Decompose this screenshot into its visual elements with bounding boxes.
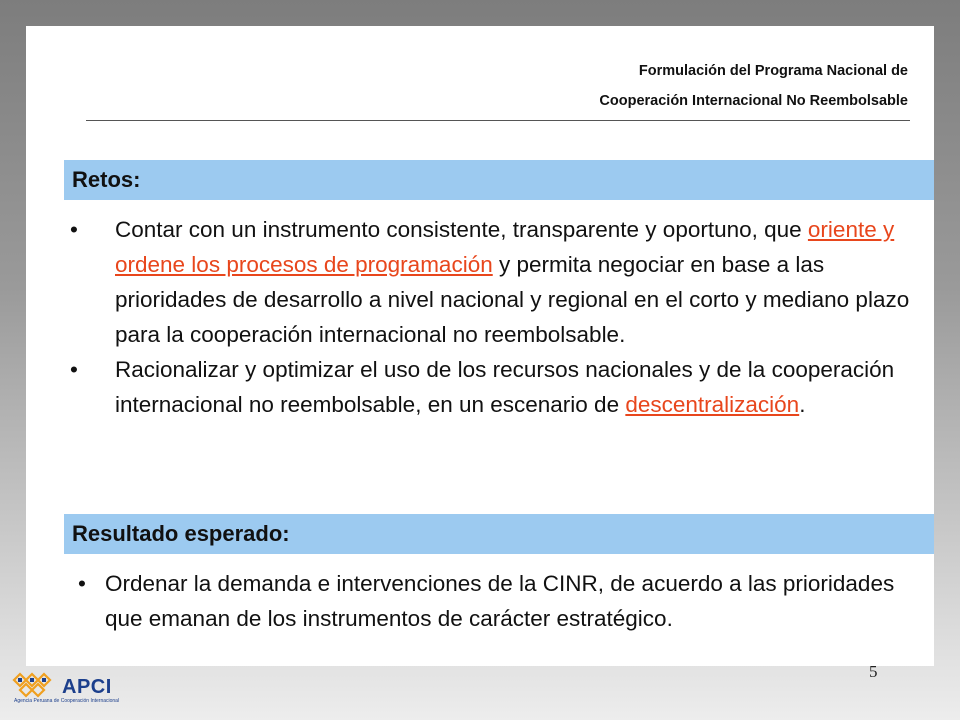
header-line-1: Formulación del Programa Nacional de <box>638 63 908 79</box>
header-divider <box>86 120 910 121</box>
resultado-list <box>78 566 928 636</box>
slide <box>26 26 934 666</box>
retos-item-1-text: Contar con un instrumento consistente, transparente y oportuno, que <box>115 217 808 242</box>
retos-item-2-link[interactable]: descentralización <box>625 392 800 417</box>
apci-logo-subtitle: Agencia Peruana de Cooperación Internacional <box>14 698 120 704</box>
list-item <box>78 566 928 636</box>
retos-item-2-text: Racionalizar y optimizar el uso de los recursos nacionales y de la cooperación internacional no reembolsable, en un escenario de <box>115 357 895 417</box>
list-item <box>70 212 920 352</box>
resultado-heading: Resultado esperado: <box>72 521 290 546</box>
bullet-icon: • <box>70 217 78 242</box>
bullet-icon: • <box>78 571 86 596</box>
retos-list <box>70 212 920 422</box>
header-line-2: Cooperación Internacional No Reembolsable <box>599 93 908 109</box>
slide-header <box>599 56 908 116</box>
apci-logo-mark-icon <box>12 672 58 698</box>
apci-logo-text: APCI <box>62 676 112 698</box>
list-item <box>70 352 920 422</box>
retos-item-1-link[interactable]: oriente y ordene los procesos de programación <box>115 217 895 277</box>
page-number: 5 <box>869 662 878 681</box>
bullet-icon: • <box>70 357 78 382</box>
retos-heading: Retos: <box>72 167 141 192</box>
resultado-heading-band <box>64 514 934 554</box>
apci-logo <box>12 672 132 712</box>
resultado-item-1-text: Ordenar la demanda e intervenciones de la CINR, de acuerdo a las prioridades que emanan de los instrumentos de carácter estratégico. <box>105 571 895 631</box>
retos-heading-band <box>64 160 934 200</box>
retos-item-1-text-end: y permita negociar en base a las prioridades de desarrollo a nivel nacional y regional en el corto y mediano plazo para la cooperación internacional no reembolsable. <box>115 252 910 347</box>
retos-item-2-text-end: . <box>799 392 806 417</box>
